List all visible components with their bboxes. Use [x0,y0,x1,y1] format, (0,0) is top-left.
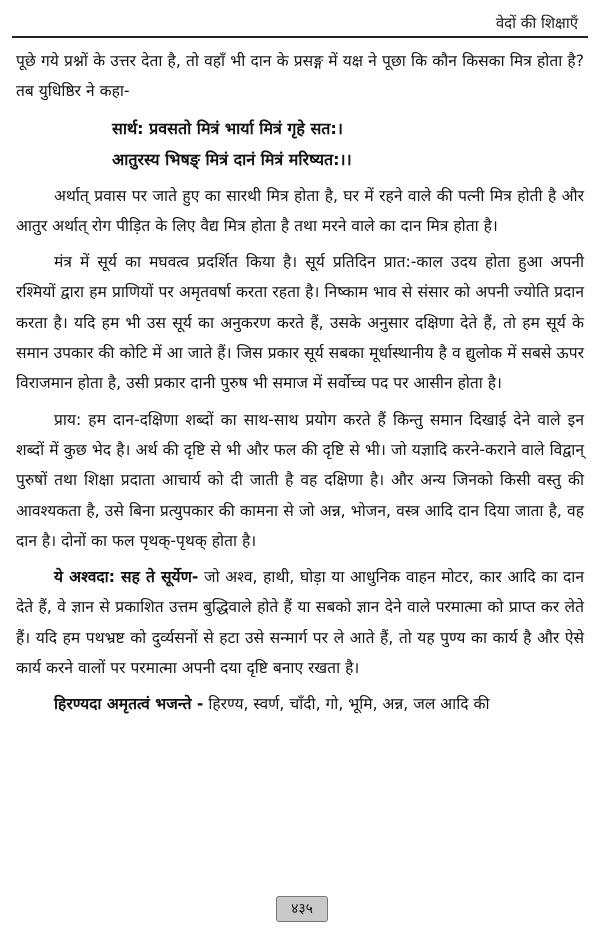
page-body [16,46,584,726]
running-header-title: वेदों की शिक्षाएँ [495,14,578,32]
paragraph-6 [16,689,584,719]
paragraph-2: अर्थात् प्रवास पर जाते हुए का सारथी मित्र होता है, घर में रहने वाले की पत्नी मित्र होती है और आतुर अर्थात् रोग पीड़ित के लिए वैद्य मित्र होता है तथा मरने वाले का दान मित्र होता है। [16,186,584,235]
sanskrit-verse [16,113,584,175]
verse-line-1: सार्थ: प्रवसतो मित्रं भार्या मित्रं गृहे सत:। [112,118,343,138]
paragraph-3: मंत्र में सूर्य का मघवत्व प्रदर्शित किया है। सूर्य प्रतिदिन प्रात:-काल उदय होता हुआ अपनी रश्मियों द्वारा हम प्राणियों पर अमृतवर्षा करता रहता है। निष्काम भाव से संसार को अपनी ज्योति प्रदान करता है। यदि हम भी उस सूर्य का अनुकरण करते हैं, उसके अनुसार दक्षिणा देते हैं, तो हम सूर्य के समान उपकार की कोटि में आ जाते हैं। जिस प्रकार सूर्य सबका मूर्धास्थानीय है व द्युलोक में सबसे ऊपर विराजमान होता है, उसी प्रकार दानी पुरुष भी समाज में सर्वोच्च पद पर आसीन होता है। [16,253,584,393]
header-rule [12,36,588,38]
paragraph-1: पूछे गये प्रश्नों के उत्तर देता है, तो वहाँ भी दान के प्रसङ्ग में यक्ष ने पूछा कि कौन किसका मित्र होता है? तब युधिष्ठिर ने कहा- [16,52,584,101]
mantra-term-hiranyada: हिरण्यदा अमृतत्वं भजन्ते - [54,695,204,714]
paragraph-5-text: जो अश्व, हाथी, घोड़ा या आधुनिक वाहन मोटर, कार आदि का दान देते हैं, वे ज्ञान से प्रकाशित उत्तम बुद्धिवाले होते हैं या सबको ज्ञान देने वाले परमात्मा को प्राप्त कर लेते हैं। यदि हम पथभ्रष्ट को दुर्व्यसनों से हटा उसे सन्मार्ग पर ले आते हैं, तो यह पुण्य का कार्य है और ऐसे कार्य करने वालों पर परमात्मा अपनी दया दृष्टि बनाए रखता है। [16,568,584,678]
mantra-term-ashvada: ये अश्वदा: सह ते सूर्येण- [54,568,199,587]
paragraph-5 [16,562,584,683]
verse-line-2: आतुरस्य भिषङ् मित्रं दानं मित्रं मरिष्यत:।। [112,149,352,169]
paragraph-6-text: हिरण्य, स्वर्ण, चाँदी, गो, भूमि, अन्न, जल आदि की [203,695,490,714]
page-number-badge: ४३५ [276,896,328,922]
paragraph-4: प्राय: हम दान-दक्षिणा शब्दों का साथ-साथ प्रयोग करते हैं किन्तु समान दिखाई देने वाले इन शब्दों में कुछ भेद है। अर्थ की दृष्टि से भी और फल की दृष्टि से भी। जो यज्ञादि करने-कराने वाले विद्वान् पुरुषों तथा शिक्षा प्रदाता आचार्य को दी जाती है वह दक्षिणा है। और अन्य जिनको किसी वस्तु की आवश्यकता है, उसे बिना प्रत्युपकार की कामना से जो अन्न, भोजन, वस्त्र आदि दान दिया जाता है, वह दान है। दोनों का फल पृथक्-पृथक् होता है। [16,410,584,550]
